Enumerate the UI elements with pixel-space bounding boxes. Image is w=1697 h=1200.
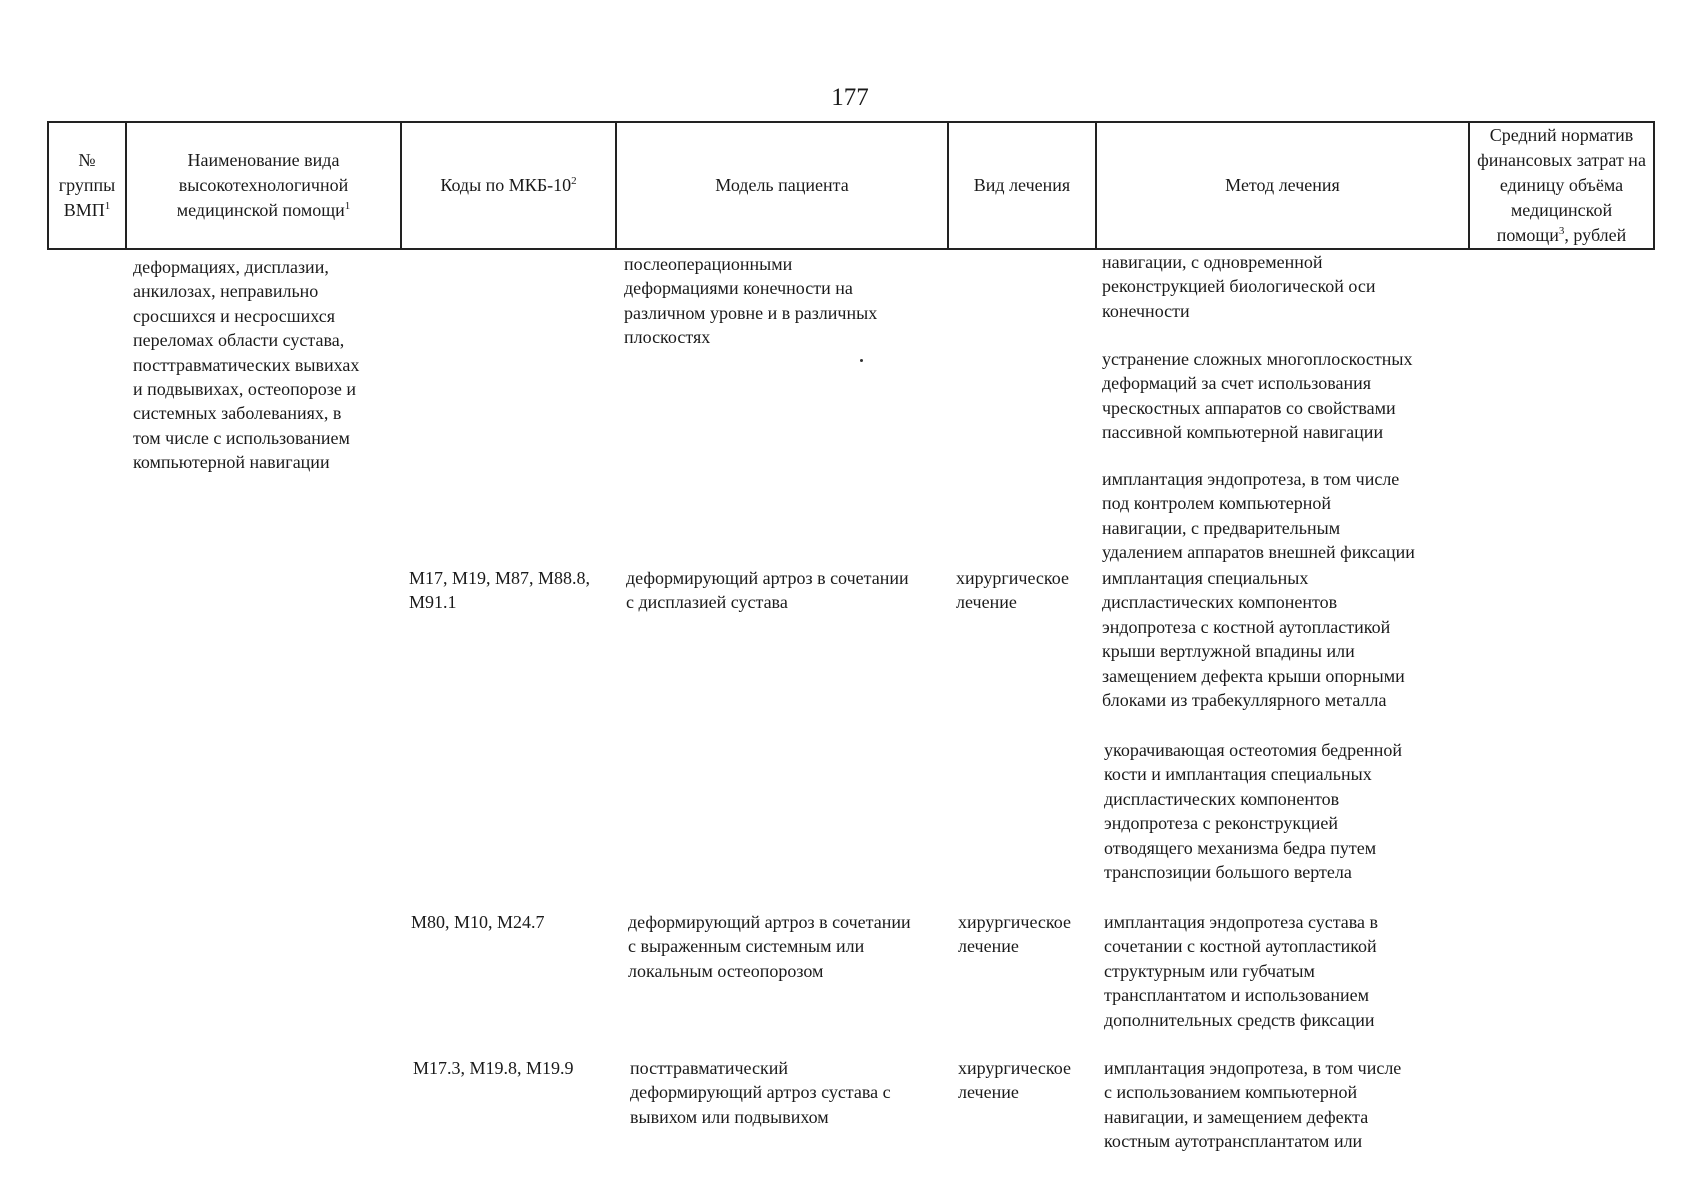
text-line: различном уровне и в различных [624,302,878,323]
text-line: эндопротеза с реконструкцией [1104,813,1338,834]
text-line: посттравматический [630,1058,788,1078]
patient-model [630,1056,891,1129]
text-line: эндопротеза с костной аутопластикой [1102,616,1391,637]
treatment-method-continuation [1102,250,1376,323]
table-header [47,121,1655,250]
patient-model-continuation [624,252,877,350]
text-line: с выраженным системным или [628,936,865,957]
text-line: лечение [958,1082,1019,1103]
text-line: диспластических компонентов [1104,788,1340,809]
header-average-cost: Средний норматив финансовых затрат на единицу объёма медицинской помощи$^3$, рублей [1469,122,1654,249]
text-line: навигации, с одновременной [1102,252,1323,272]
text-line: замещением дефекта крыши опорными [1102,665,1405,686]
treatment-method [1102,467,1415,565]
text-line: посттравматических вывихах [133,354,360,375]
text-line: M91.1 [409,592,457,613]
text-line: устранение сложных многоплоскостных [1102,349,1413,369]
treatment-method [1104,1056,1401,1154]
text-line: под контролем компьютерной [1102,493,1331,514]
text-line: диспластических компонентов [1102,592,1338,613]
text-line: M80, M10, M24.7 [411,912,545,932]
treatment-method [1104,738,1402,884]
text-line: сросшихся и несросшихся [133,305,336,326]
text-line: деформирующий артроз сустава с [630,1082,891,1103]
text-line: имплантация эндопротеза сустава в [1104,912,1379,932]
text-line: с дисплазией сустава [626,592,788,613]
text-line: кости и имплантация специальных [1104,764,1372,785]
text-line: деформаций за счет использования [1102,373,1372,394]
treatment-method [1104,910,1378,1032]
text-line: деформирующий артроз в сочетании [626,568,909,588]
text-line: локальным остеопорозом [628,960,824,981]
text-line: плоскостях [624,327,711,348]
stray-mark [860,359,863,362]
header-group-number: № группы ВМП$^1$ [48,122,126,249]
text-line: и подвывихах, остеопорозе и [133,379,357,400]
text-line: чрескостных аппаратов со свойствами [1102,397,1396,418]
text-line: трансплантатом и использованием [1104,985,1369,1006]
text-line: хирургическое [958,1058,1071,1078]
text-line: костным аутотрансплантатом или [1104,1131,1363,1152]
care-type-name-continuation [133,255,359,475]
icd-codes [413,1056,574,1080]
text-line: дополнительных средств фиксации [1104,1009,1375,1030]
text-line: конечности [1102,300,1190,321]
text-line: структурным или губчатым [1104,960,1315,981]
header-icd-codes: Коды по МКБ-$10^2$ [401,122,616,249]
header-care-type-name: Наименование вида высокотехнологичной медицинской помощи$^1$ [126,122,401,249]
text-line: отводящего механизма бедра путем [1104,837,1377,858]
text-line: послеоперационными [624,254,793,274]
header-patient-model: Модель пациента [616,122,948,249]
text-line: с использованием компьютерной [1104,1082,1358,1103]
text-line: M17, M19, M87, M88.8, [409,568,591,588]
text-line: пассивной компьютерной навигации [1102,422,1384,443]
text-line: укорачивающая остеотомия бедренной [1104,740,1402,760]
text-line: лечение [956,592,1017,613]
text-line: имплантация специальных [1102,568,1309,588]
text-line: блоками из трабекуллярного металла [1102,690,1387,711]
text-line: реконструкцией биологической оси [1102,276,1376,297]
header-treatment-type: Вид лечения [948,122,1096,249]
patient-model [626,566,909,615]
text-line: M17.3, M19.8, M19.9 [413,1058,574,1078]
text-line: навигации, и замещением дефекта [1104,1106,1369,1127]
text-line: сочетании с костной аутопластикой [1104,936,1377,957]
treatment-method [1102,566,1405,712]
icd-codes [409,566,590,615]
treatment-type [958,910,1071,959]
text-line: имплантация эндопротеза, в том числе [1104,1058,1402,1078]
text-line: удалением аппаратов внешней фиксации [1102,542,1415,563]
text-line: переломах области сустава, [133,330,345,351]
treatment-type [956,566,1069,615]
page-number: 177 [831,84,869,111]
text-line: хирургическое [956,568,1069,588]
icd-codes [411,910,545,934]
text-line: навигации, с предварительным [1102,517,1341,538]
text-line: компьютерной навигации [133,452,330,473]
text-line: имплантация эндопротеза, в том числе [1102,469,1400,489]
text-line: лечение [958,936,1019,957]
header-treatment-method: Метод лечения [1096,122,1469,249]
text-line: анкилозах, неправильно [133,281,319,302]
text-line: хирургическое [958,912,1071,932]
treatment-type [958,1056,1071,1105]
text-line: деформациями конечности на [624,278,853,299]
text-line: деформирующий артроз в сочетании [628,912,911,932]
text-line: вывихом или подвывихом [630,1106,829,1127]
text-line: деформациях, дисплазии, [133,257,329,277]
text-line: том числе с использованием [133,427,350,448]
treatment-method [1102,347,1413,445]
text-line: системных заболеваниях, в [133,403,342,424]
text-line: транспозиции большого вертела [1104,862,1352,883]
patient-model [628,910,911,983]
text-line: крыши вертлужной впадины или [1102,641,1355,662]
